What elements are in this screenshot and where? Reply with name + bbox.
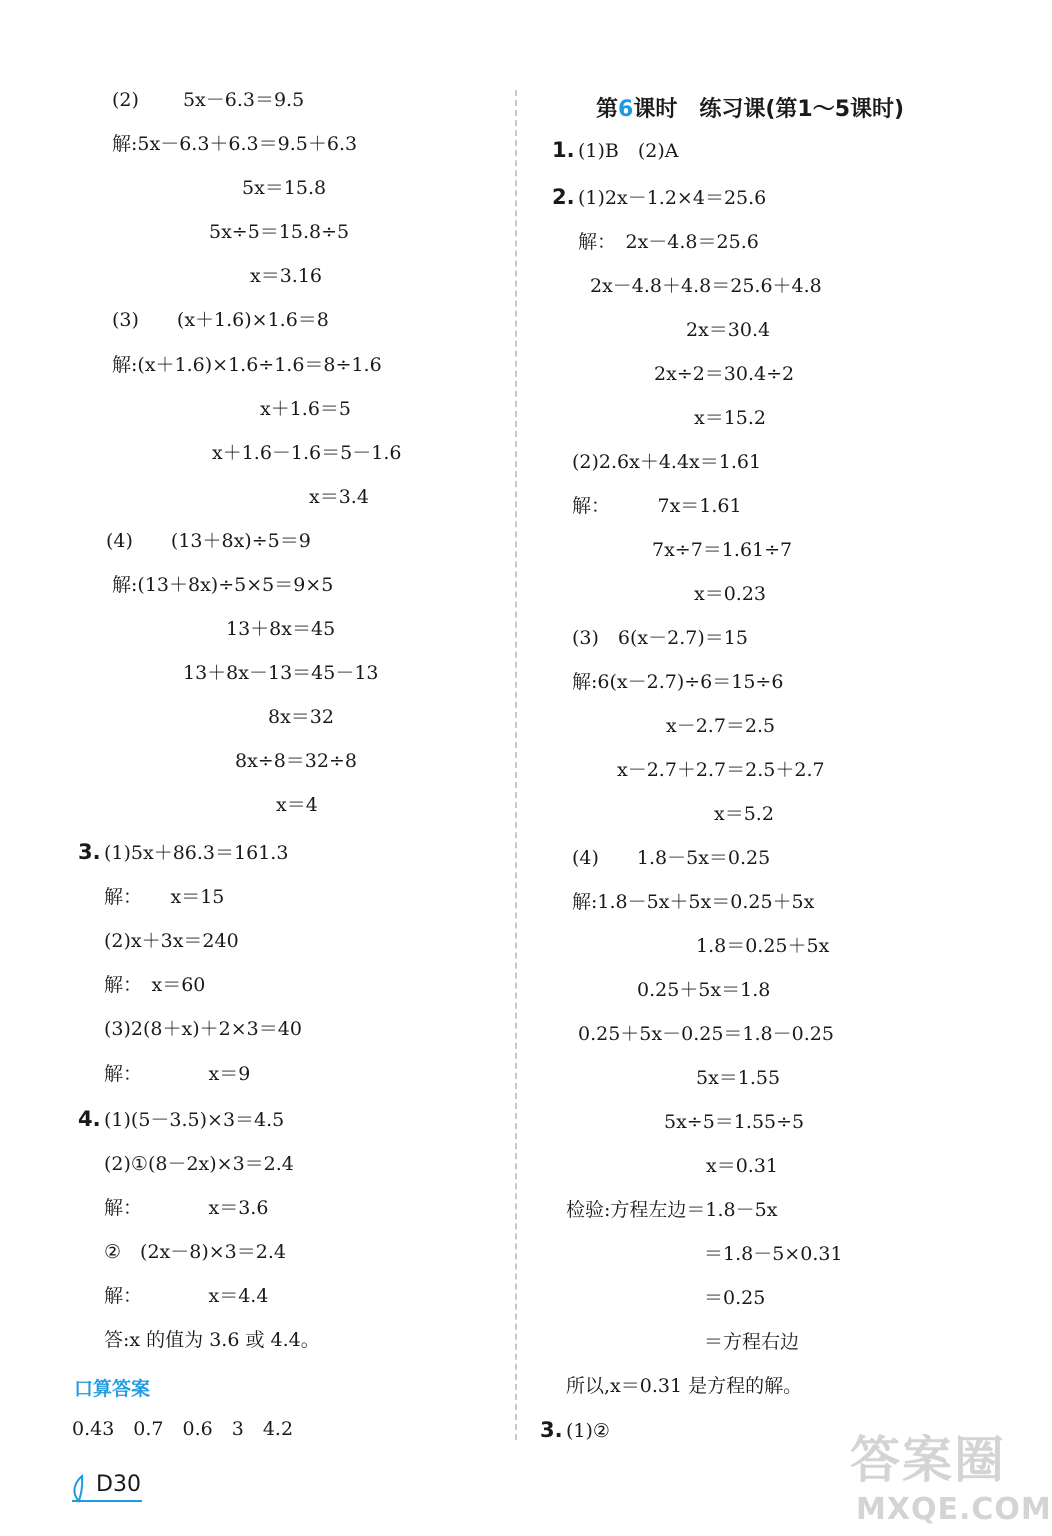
eq-4-answer: x＝4 xyxy=(276,794,318,816)
eq-4-step5: 8x÷8＝32÷8 xyxy=(235,750,357,772)
eq-4-step2: 13＋8x＝45 xyxy=(226,618,336,640)
watermark-logo: 答案圈 MXQE.COM xyxy=(850,1431,1052,1527)
eq-3-step1: 解:(x＋1.6)×1.6÷1.6＝8÷1.6 xyxy=(112,354,382,376)
q4-conclusion: 答:x 的值为 3.6 或 4.4。 xyxy=(104,1329,320,1351)
q3-part2-solution: 解： x＝60 xyxy=(104,974,206,996)
eq-2-step3: 5x÷5＝15.8÷5 xyxy=(209,221,350,243)
q2-part2: (2)2.6x＋4.4x＝1.61 xyxy=(572,451,762,473)
q2-part3-answer: x＝5.2 xyxy=(714,803,774,825)
q3-part3-solution: 解： x＝9 xyxy=(104,1063,251,1085)
check-left-side: 检验:方程左边＝1.8－5x xyxy=(566,1199,778,1221)
q4-part2a-solution: 解： x＝3.6 xyxy=(104,1197,269,1219)
q2-part2-step2: 7x÷7＝1.61÷7 xyxy=(652,539,793,561)
check-step3: ＝方程右边 xyxy=(704,1331,800,1353)
lesson-title: 第6课时 练习课(第1～5课时) xyxy=(596,97,905,122)
eq-3-step3: x＋1.6－1.6＝5－1.6 xyxy=(212,442,402,464)
q3-part3: (3)2(8＋x)＋2×3＝40 xyxy=(104,1018,302,1040)
q2-part1-step1: 解： 2x－4.8＝25.6 xyxy=(578,231,759,253)
check-step2: ＝0.25 xyxy=(704,1287,766,1309)
q2-part1-answer: x＝15.2 xyxy=(694,407,767,429)
q3-part2: (2)x＋3x＝240 xyxy=(104,930,239,952)
q2-part1: (1)2x－1.2×4＝25.6 xyxy=(578,187,767,209)
q2-part4-step3: 0.25＋5x＝1.8 xyxy=(637,979,771,1001)
page-number-underline xyxy=(72,1500,142,1502)
q4-part2b: ② (2x－8)×3＝2.4 xyxy=(104,1241,286,1263)
q2-part4-step6: 5x÷5＝1.55÷5 xyxy=(664,1111,805,1133)
page-number: D30 xyxy=(96,1472,141,1497)
q2-part1-step4: 2x÷2＝30.4÷2 xyxy=(654,363,795,385)
question-4-number: 4. xyxy=(78,1107,101,1131)
eq-3-answer: x＝3.4 xyxy=(309,486,369,508)
q2-part4-step5: 5x＝1.55 xyxy=(696,1067,781,1089)
check-conclusion: 所以,x＝0.31 是方程的解。 xyxy=(566,1375,803,1397)
question-3r-number: 3. xyxy=(540,1418,563,1442)
q2-part4-step2: 1.8＝0.25＋5x xyxy=(696,935,830,957)
q3-part1-solution: 解： x＝15 xyxy=(104,886,225,908)
eq-2-problem: (2) 5x－6.3＝9.5 xyxy=(112,89,305,111)
q2-part3-step1: 解:6(x－2.7)÷6＝15÷6 xyxy=(572,671,784,693)
mental-math-heading: 口算答案 xyxy=(74,1378,151,1400)
q2-part4: (4) 1.8－5x＝0.25 xyxy=(572,847,771,869)
question-2-number: 2. xyxy=(552,185,575,209)
q1-answers: (1)B (2)A xyxy=(578,140,679,162)
eq-4-step3: 13＋8x－13＝45－13 xyxy=(183,662,379,684)
eq-3-problem: (3) (x＋1.6)×1.6＝8 xyxy=(112,309,329,331)
q2-part3-step3: x－2.7＋2.7＝2.5＋2.7 xyxy=(617,759,825,781)
q4-part2a: (2)①(8－2x)×3＝2.4 xyxy=(104,1153,294,1175)
q3r-answer: (1)② xyxy=(566,1420,610,1442)
question-1-number: 1. xyxy=(552,138,575,162)
column-divider xyxy=(515,90,517,1440)
q2-part1-step2: 2x－4.8＋4.8＝25.6＋4.8 xyxy=(590,275,822,297)
q2-part4-answer: x＝0.31 xyxy=(706,1155,779,1177)
check-step1: ＝1.8－5×0.31 xyxy=(704,1243,843,1265)
eq-2-answer: x＝3.16 xyxy=(250,265,323,287)
q4-part1: (1)(5－3.5)×3＝4.5 xyxy=(104,1109,285,1131)
eq-4-step4: 8x＝32 xyxy=(268,706,334,728)
q2-part3: (3) 6(x－2.7)＝15 xyxy=(572,627,748,649)
lesson-number: 6 xyxy=(618,97,634,122)
q2-part4-step4: 0.25＋5x－0.25＝1.8－0.25 xyxy=(578,1023,834,1045)
mental-math-answers: 0.43 0.7 0.6 3 4.2 xyxy=(72,1418,294,1440)
eq-3-step2: x＋1.6＝5 xyxy=(260,398,352,420)
q4-part2b-solution: 解： x＝4.4 xyxy=(104,1285,269,1307)
q3-part1: (1)5x＋86.3＝161.3 xyxy=(104,842,289,864)
question-3-number: 3. xyxy=(78,840,101,864)
q2-part2-step1: 解： 7x＝1.61 xyxy=(572,495,742,517)
q2-part1-step3: 2x＝30.4 xyxy=(686,319,771,341)
eq-2-step2: 5x＝15.8 xyxy=(242,177,327,199)
q2-part4-step1: 解:1.8－5x＋5x＝0.25＋5x xyxy=(572,891,815,913)
eq-2-step1: 解:5x－6.3＋6.3＝9.5＋6.3 xyxy=(112,133,358,155)
q2-part2-answer: x＝0.23 xyxy=(694,583,767,605)
eq-4-step1: 解:(13＋8x)÷5×5＝9×5 xyxy=(112,574,334,596)
q2-part3-step2: x－2.7＝2.5 xyxy=(666,715,776,737)
eq-4-problem: (4) (13＋8x)÷5＝9 xyxy=(106,530,311,552)
